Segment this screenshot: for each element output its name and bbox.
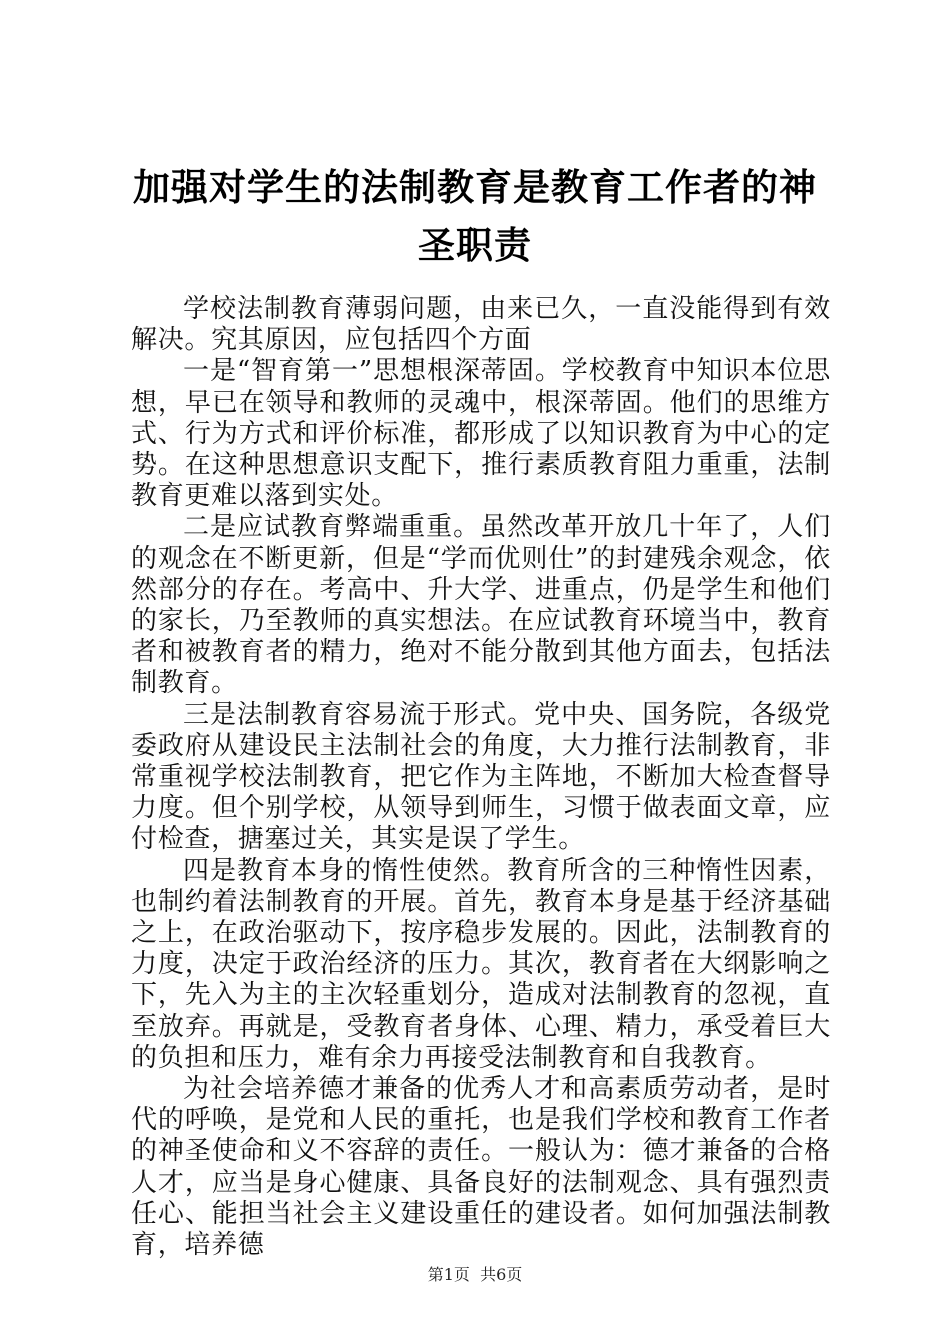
paragraph-intro: 学校法制教育薄弱问题，由来已久，一直没能得到有效解决。究其原因，应包括四个方面	[131, 294, 831, 356]
document-body	[131, 294, 831, 1261]
document-title: 加强对学生的法制教育是教育工作者的神圣职责	[133, 165, 817, 267]
page-number: 第1页 共6页	[427, 1265, 523, 1284]
paragraph-point-four: 四是教育本身的惰性使然。教育所含的三种惰性因素，也制约着法制教育的开展。首先，教育本身是基于经济基础之上，在政治驱动下，按序稳步发展的。因此，法制教育的力度，决定于政治经济的压力。其次，教育者在大纲影响之下，先入为主的主次轻重划分，造成对法制教育的忽视，直至放弃。再就是，受教育者身体、心理、精力，承受着巨大的负担和压力，难有余力再接受法制教育和自我教育。	[131, 855, 831, 1073]
paragraph-point-two: 二是应试教育弊端重重。虽然改革开放几十年了，人们的观念在不断更新，但是“学而优则仕”的封建残余观念，依然部分的存在。考高中、升大学、进重点，仍是学生和他们的家长，乃至教师的真实想法。在应试教育环境当中，教育者和被教育者的精力，绝对不能分散到其他方面去，包括法制教育。	[131, 512, 831, 699]
page-footer	[0, 1262, 950, 1285]
paragraph-conclusion: 为社会培养德才兼备的优秀人才和高素质劳动者，是时代的呼唤，是党和人民的重托，也是我们学校和教育工作者的神圣使命和义不容辞的责任。一般认为：德才兼备的合格人才，应当是身心健康、具备良好的法制观念、具有强烈责任心、能担当社会主义建设重任的建设者。如何加强法制教育，培养德	[131, 1074, 831, 1261]
paragraph-point-three: 三是法制教育容易流于形式。党中央、国务院，各级党委政府从建设民主法制社会的角度，大力推行法制教育，非常重视学校法制教育，把它作为主阵地，不断加大检查督导力度。但个别学校，从领导到师生，习惯于做表面文章，应付检查，搪塞过关，其实是误了学生。	[131, 699, 831, 855]
paragraph-point-one: 一是“智育第一”思想根深蒂固。学校教育中知识本位思想，早已在领导和教师的灵魂中，根深蒂固。他们的思维方式、行为方式和评价标准，都形成了以知识教育为中心的定势。在这种思想意识支配下，推行素质教育阻力重重，法制教育更难以落到实处。	[131, 356, 831, 512]
